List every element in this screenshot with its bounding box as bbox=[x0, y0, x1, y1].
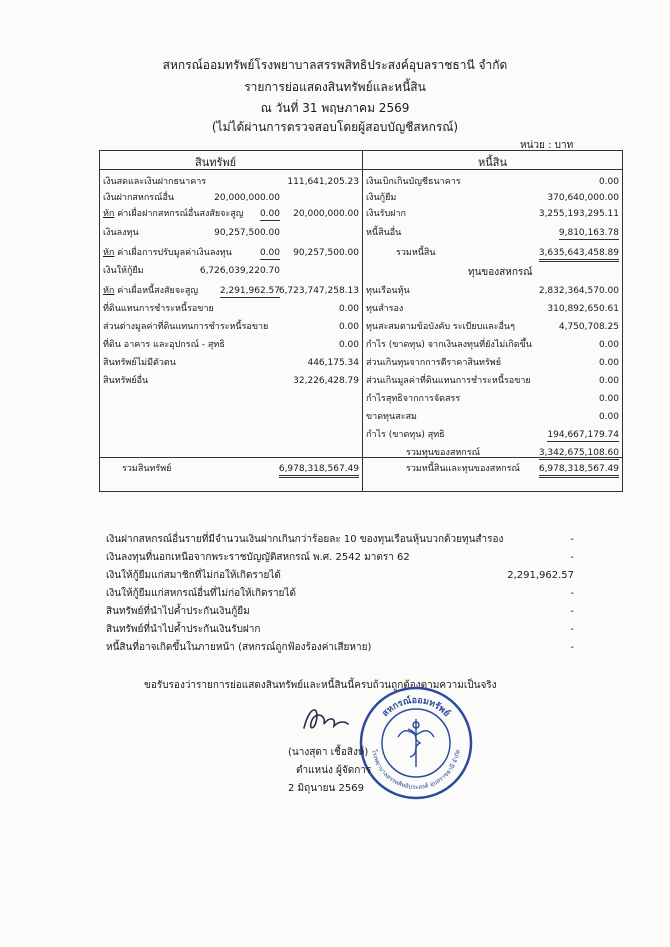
certification-text: ขอรับรองว่ารายการย่อแสดงสินทรัพย์และหนี้สินนี้ครบถ้วนถูกต้องตามความเป็นจริง bbox=[144, 680, 497, 691]
equity-amount: 0.00 bbox=[598, 394, 619, 404]
assets-total bbox=[259, 463, 359, 475]
asset-label: ที่ดินแทนการชำระหนี้รอขาย bbox=[103, 304, 214, 314]
note-value: - bbox=[570, 588, 574, 599]
asset-amount: 446,175.34 bbox=[307, 358, 359, 368]
liabilities-total-value: 3,635,643,458.89 bbox=[539, 248, 619, 262]
equity-total bbox=[509, 447, 619, 459]
equity-label: กำไร (ขาดทุน) สุทธิ bbox=[366, 430, 445, 440]
asset-label-text: ค่าเผื่อการปรับมูลค่าเงินลงทุน bbox=[114, 248, 232, 258]
note-value: 2,291,962.57 bbox=[507, 570, 574, 581]
asset-label: สินทรัพย์ไม่มีตัวตน bbox=[103, 358, 176, 368]
liability-amount bbox=[519, 227, 619, 239]
liabilities-header: หนี้สิน bbox=[478, 156, 508, 169]
asset-amount: 6,723,747,258.13 bbox=[278, 286, 359, 296]
equity-amount bbox=[519, 429, 619, 441]
asset-sub-amount: 20,000,000.00 bbox=[214, 193, 280, 203]
note-label: สินทรัพย์ที่นำไปค้ำประกันเงินกู้ยืม bbox=[106, 606, 250, 617]
note-value: - bbox=[570, 534, 574, 545]
liability-label: เงินกู้ยืม bbox=[366, 193, 397, 203]
liability-label: เงินรับฝาก bbox=[366, 209, 406, 219]
signature-scribble bbox=[296, 700, 356, 740]
equity-amount: 0.00 bbox=[598, 376, 619, 386]
emblem-icon bbox=[398, 719, 434, 767]
org-name: สหกรณ์ออมทรัพย์โรงพยาบาลสรรพสิทธิประสงค์อุบลราชธานี จำกัด bbox=[162, 58, 508, 72]
header-rule bbox=[100, 169, 622, 170]
liabilities-total-label: รวมหนี้สิน bbox=[396, 248, 436, 258]
note-label: เงินให้กู้ยืมแก่สหกรณ์อื่นที่ไม่ก่อให้เกิดรายได้ bbox=[106, 588, 296, 599]
equity-amount: 0.00 bbox=[598, 412, 619, 422]
signer-position: ตำแหน่ง ผู้จัดการ bbox=[296, 765, 372, 776]
note-value: - bbox=[570, 642, 574, 653]
asset-label: ส่วนต่างมูลค่าที่ดินแทนการชำระหนี้รอขาย bbox=[103, 322, 269, 332]
asset-label: ที่ดิน อาคาร และอุปกรณ์ - สุทธิ bbox=[103, 340, 225, 350]
unit-label: หน่วย : บาท bbox=[520, 140, 574, 151]
audit-note: (ไม่ได้ผ่านการตรวจสอบโดยผู้สอบบัญชีสหกรณ์) bbox=[211, 120, 459, 134]
asset-amount: 20,000,000.00 bbox=[293, 209, 359, 219]
asset-amount: 32,226,428.79 bbox=[293, 376, 359, 386]
equity-header: ทุนของสหกรณ์ bbox=[468, 267, 533, 278]
grand-total-value: 6,978,318,567.49 bbox=[539, 464, 619, 478]
equity-label: ส่วนเกินมูลค่าที่ดินแทนการชำระหนี้รอขาย bbox=[366, 376, 531, 386]
asset-label: สินทรัพย์อื่น bbox=[103, 376, 149, 386]
less-prefix: หัก bbox=[103, 209, 115, 219]
liability-value: 9,810,163.78 bbox=[558, 228, 619, 238]
note-label: เงินให้กู้ยืมแก่สมาชิกที่ไม่ก่อให้เกิดรายได้ bbox=[106, 570, 281, 581]
asset-sub-amount: 6,726,039,220.70 bbox=[199, 266, 280, 276]
equity-amount: 4,750,708.25 bbox=[558, 322, 619, 332]
signer-name: (นางสุดา เชื้อสิงห์) bbox=[288, 747, 369, 758]
note-label: เงินลงทุนที่นอกเหนือจากพระราชบัญญัติสหกรณ์ พ.ศ. 2542 มาตรา 62 bbox=[106, 552, 410, 563]
assets-total-label: รวมสินทรัพย์ bbox=[122, 464, 172, 474]
as-of-date: ณ วันที่ 31 พฤษภาคม 2569 bbox=[260, 101, 410, 115]
cooperative-seal bbox=[358, 685, 474, 801]
less-prefix: หัก bbox=[103, 286, 115, 296]
seal-top-text: สหกรณ์ออมทรัพย์ bbox=[380, 695, 452, 719]
less-prefix: หัก bbox=[103, 248, 115, 258]
equity-amount: 0.00 bbox=[598, 340, 619, 350]
asset-sub-value: 2,291,962.57 bbox=[219, 286, 280, 296]
asset-sub-value: 0.00 bbox=[259, 248, 280, 258]
assets-total-value: 6,978,318,567.49 bbox=[279, 464, 359, 478]
asset-label: เงินให้กู้ยืม bbox=[103, 266, 144, 276]
equity-total-value: 3,342,675,108.60 bbox=[538, 448, 619, 458]
assets-header: สินทรัพย์ bbox=[195, 156, 237, 169]
grand-total bbox=[509, 463, 619, 475]
note-label: หนี้สินที่อาจเกิดขึ้นในภายหน้า (สหกรณ์ถูกฟ้องร้องค่าเสียหาย) bbox=[106, 642, 372, 653]
equity-label: ขาดทุนสะสม bbox=[366, 412, 417, 422]
equity-label: กำไรสุทธิจากการจัดสรร bbox=[366, 394, 461, 404]
asset-label: เงินลงทุน bbox=[103, 228, 139, 238]
asset-label: เงินฝากสหกรณ์อื่น bbox=[103, 193, 175, 203]
liability-amount: 370,640,000.00 bbox=[547, 193, 619, 203]
note-label: สินทรัพย์ที่นำไปค้ำประกันเงินรับฝาก bbox=[106, 624, 261, 635]
equity-total-label: รวมทุนของสหกรณ์ bbox=[406, 448, 480, 458]
equity-label: ทุนเรือนหุ้น bbox=[366, 286, 410, 296]
liability-label: เงินเบิกเกินบัญชีธนาคาร bbox=[366, 177, 461, 187]
liabilities-total bbox=[509, 247, 619, 259]
equity-amount: 310,892,650.61 bbox=[547, 304, 619, 314]
seal-bottom-text: โรงพยาบาลสรรพสิทธิประสงค์ อุบลราชธานี จำกัด bbox=[370, 748, 462, 792]
svg-text:สหกรณ์ออมทรัพย์ bbox=[381, 694, 453, 719]
grand-total-label: รวมหนี้สินและทุนของสหกรณ์ bbox=[406, 464, 520, 474]
balance-sheet-table bbox=[99, 150, 623, 492]
equity-amount: 0.00 bbox=[598, 358, 619, 368]
asset-amount: 0.00 bbox=[338, 304, 359, 314]
note-label: เงินฝากสหกรณ์อื่นรายที่มีจำนวนเงินฝากเกินกว่าร้อยละ 10 ของทุนเรือนหุ้นบวกด้วยทุนสำรอง bbox=[106, 534, 504, 545]
report-title: รายการย่อแสดงสินทรัพย์และหนี้สิน bbox=[244, 80, 426, 94]
signature-date: 2 มิถุนายน 2569 bbox=[288, 783, 364, 794]
equity-amount: 2,832,364,570.00 bbox=[538, 286, 619, 296]
liability-amount: 0.00 bbox=[598, 177, 619, 187]
asset-amount: 111,641,205.23 bbox=[287, 177, 359, 187]
liability-label: หนี้สินอื่น bbox=[366, 228, 402, 238]
asset-sub-value: 0.00 bbox=[259, 209, 280, 219]
equity-label: กำไร (ขาดทุน) จากเงินลงทุนที่ยังไม่เกิดขึ้น bbox=[366, 340, 532, 350]
equity-label: ทุนสำรอง bbox=[366, 304, 404, 314]
report-date bbox=[0, 99, 670, 118]
note-value: - bbox=[570, 552, 574, 563]
asset-label: เงินสดและเงินฝากธนาคาร bbox=[103, 177, 207, 187]
equity-label: ส่วนเกินทุนจากการตีราคาสินทรัพย์ bbox=[366, 358, 501, 368]
liability-amount: 3,255,193,295.11 bbox=[538, 209, 619, 219]
note-value: - bbox=[570, 624, 574, 635]
asset-label-text: ค่าเผื่อฝากสหกรณ์อื่นสงสัยจะสูญ bbox=[114, 209, 244, 219]
note-value: - bbox=[570, 606, 574, 617]
asset-amount: 0.00 bbox=[338, 322, 359, 332]
asset-amount: 0.00 bbox=[338, 340, 359, 350]
table-divider bbox=[362, 151, 363, 491]
asset-amount: 90,257,500.00 bbox=[293, 248, 359, 258]
equity-label: ทุนสะสมตามข้อบังคับ ระเบียบและอื่นๆ bbox=[366, 322, 515, 332]
asset-sub-amount: 90,257,500.00 bbox=[214, 228, 280, 238]
asset-label-text: ค่าเผื่อหนี้สงสัยจะสูญ bbox=[114, 286, 199, 296]
equity-value: 194,667,179.74 bbox=[547, 430, 619, 440]
